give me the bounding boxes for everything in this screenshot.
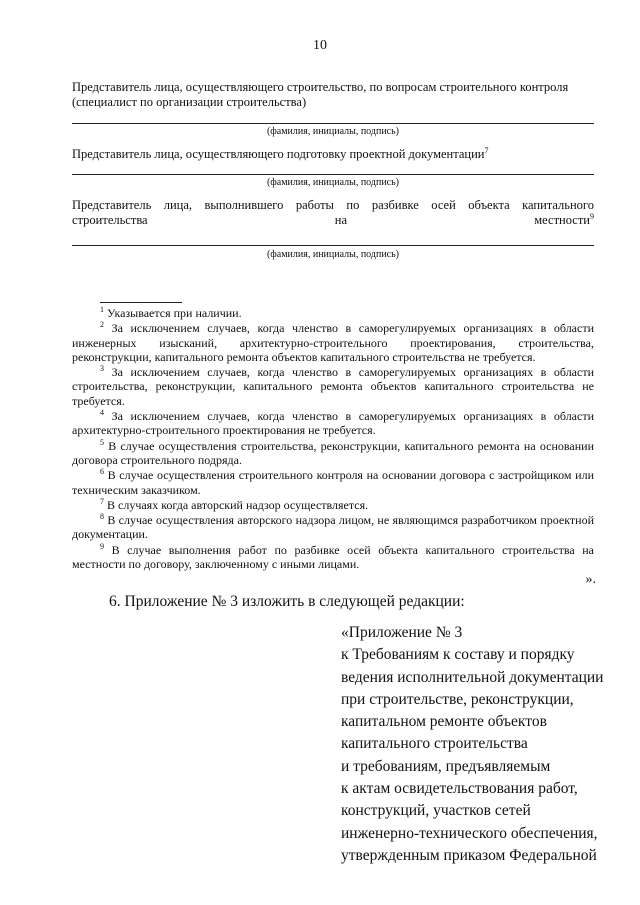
footnote-separator (100, 302, 182, 303)
appendix-line: «Приложение № 3 (341, 624, 463, 641)
representative-text: Представитель лица, осуществляющего подготовку проектной документации (72, 147, 485, 161)
representative-text: Представитель лица, выполнившего работы по разбивке осей объекта капитального строительства на местности (72, 198, 594, 227)
signature-line (72, 245, 594, 246)
footnote-number: 3 (100, 364, 104, 374)
page-number: 10 (313, 38, 327, 53)
appendix-line: к актам освидетельствования работ, (341, 780, 578, 798)
appendix-line: при строительстве, реконструкции, (341, 690, 574, 708)
signature-caption: (фамилия, инициалы, подпись) (266, 177, 400, 188)
footnote-item (72, 306, 594, 320)
item-6-heading: 6. Приложение № 3 изложить в следующей редакции: (109, 593, 465, 610)
footnote-text: За исключением случаев, когда членство в саморегулируемых организациях в области инженерных изысканий, архитектурно-строительного проектирования, строительства, реконструкции, капитального ремонта объектов капитального строительства не требуется. (72, 321, 595, 364)
footnote-text: В случае осуществления авторского надзора лицом, не являющимся разработчиком проектной документации. (72, 513, 594, 542)
appendix-line: инженерно-технического обеспечения, (341, 824, 598, 842)
footnote-item (72, 409, 594, 438)
footnote-ref: 7 (484, 145, 489, 155)
appendix-line: капитальном ремонте объектов (341, 713, 547, 731)
footnote-item (72, 439, 594, 468)
footnote-text: Указывается при наличии. (107, 306, 242, 320)
footnote-text: В случаях когда авторский надзор осуществляется. (107, 497, 369, 512)
footnote-item (72, 498, 594, 512)
signature-line (72, 123, 594, 124)
footnote-text: В случае осуществления строительного контроля на основании договора с застройщиком или техническим заказчиком. (72, 468, 594, 497)
footnotes (72, 306, 594, 572)
footnote-number: 1 (100, 305, 104, 314)
footnote-text: За исключением случаев, когда членство в саморегулируемых организациях в области архитектурно-строительного проектирования не требуется. (72, 409, 595, 438)
footnote-item (72, 513, 594, 542)
footnote-item (72, 543, 594, 572)
closing-quote: ». (585, 572, 596, 587)
appendix-line: утвержденным приказом Федеральной (341, 846, 597, 864)
footnote-text: В случае выполнения работ по разбивке осей объекта капитального строительства на местности по договору, заключенному с иными лицами. (72, 542, 594, 572)
footnote-number: 6 (100, 467, 104, 477)
footnote-ref: 9 (590, 211, 594, 221)
footnote-item (72, 468, 594, 497)
footnote-number: 7 (100, 496, 104, 506)
appendix-line: капитального строительства (341, 735, 528, 753)
signature-caption: (фамилия, инициалы, подпись) (266, 249, 400, 260)
appendix-line: ведения исполнительной документации (341, 668, 604, 686)
footnote-number: 5 (100, 437, 104, 447)
representative-builder-control (72, 80, 594, 110)
footnote-number: 8 (100, 512, 104, 522)
footnote-number: 4 (100, 408, 104, 418)
representative-project-documentation (72, 147, 594, 162)
signature-line (72, 174, 594, 175)
footnote-item (72, 365, 594, 408)
appendix-line: и требованиям, предъявляемым (341, 757, 551, 775)
appendix-header (341, 622, 611, 867)
footnote-number: 2 (100, 320, 104, 330)
representative-axis-layout (72, 198, 594, 228)
footnote-text: В случае осуществления строительства, реконструкции, капитального ремонта на основании договора строительного подряда. (72, 438, 595, 467)
footnote-item (72, 321, 594, 364)
signature-caption: (фамилия, инициалы, подпись) (266, 126, 400, 137)
appendix-line: к Требованиям к составу и порядку (341, 646, 575, 664)
footnote-number: 9 (100, 541, 104, 551)
appendix-line: конструкций, участков сетей (341, 802, 531, 820)
representative-text: Представитель лица, осуществляющего строительство, по вопросам строительного контроля (специалист по организации строительства) (72, 80, 569, 109)
footnote-text: За исключением случаев, когда членство в саморегулируемых организациях в области строительства, реконструкции, капитального ремонта объектов капитального строительства не требуется. (72, 365, 595, 408)
